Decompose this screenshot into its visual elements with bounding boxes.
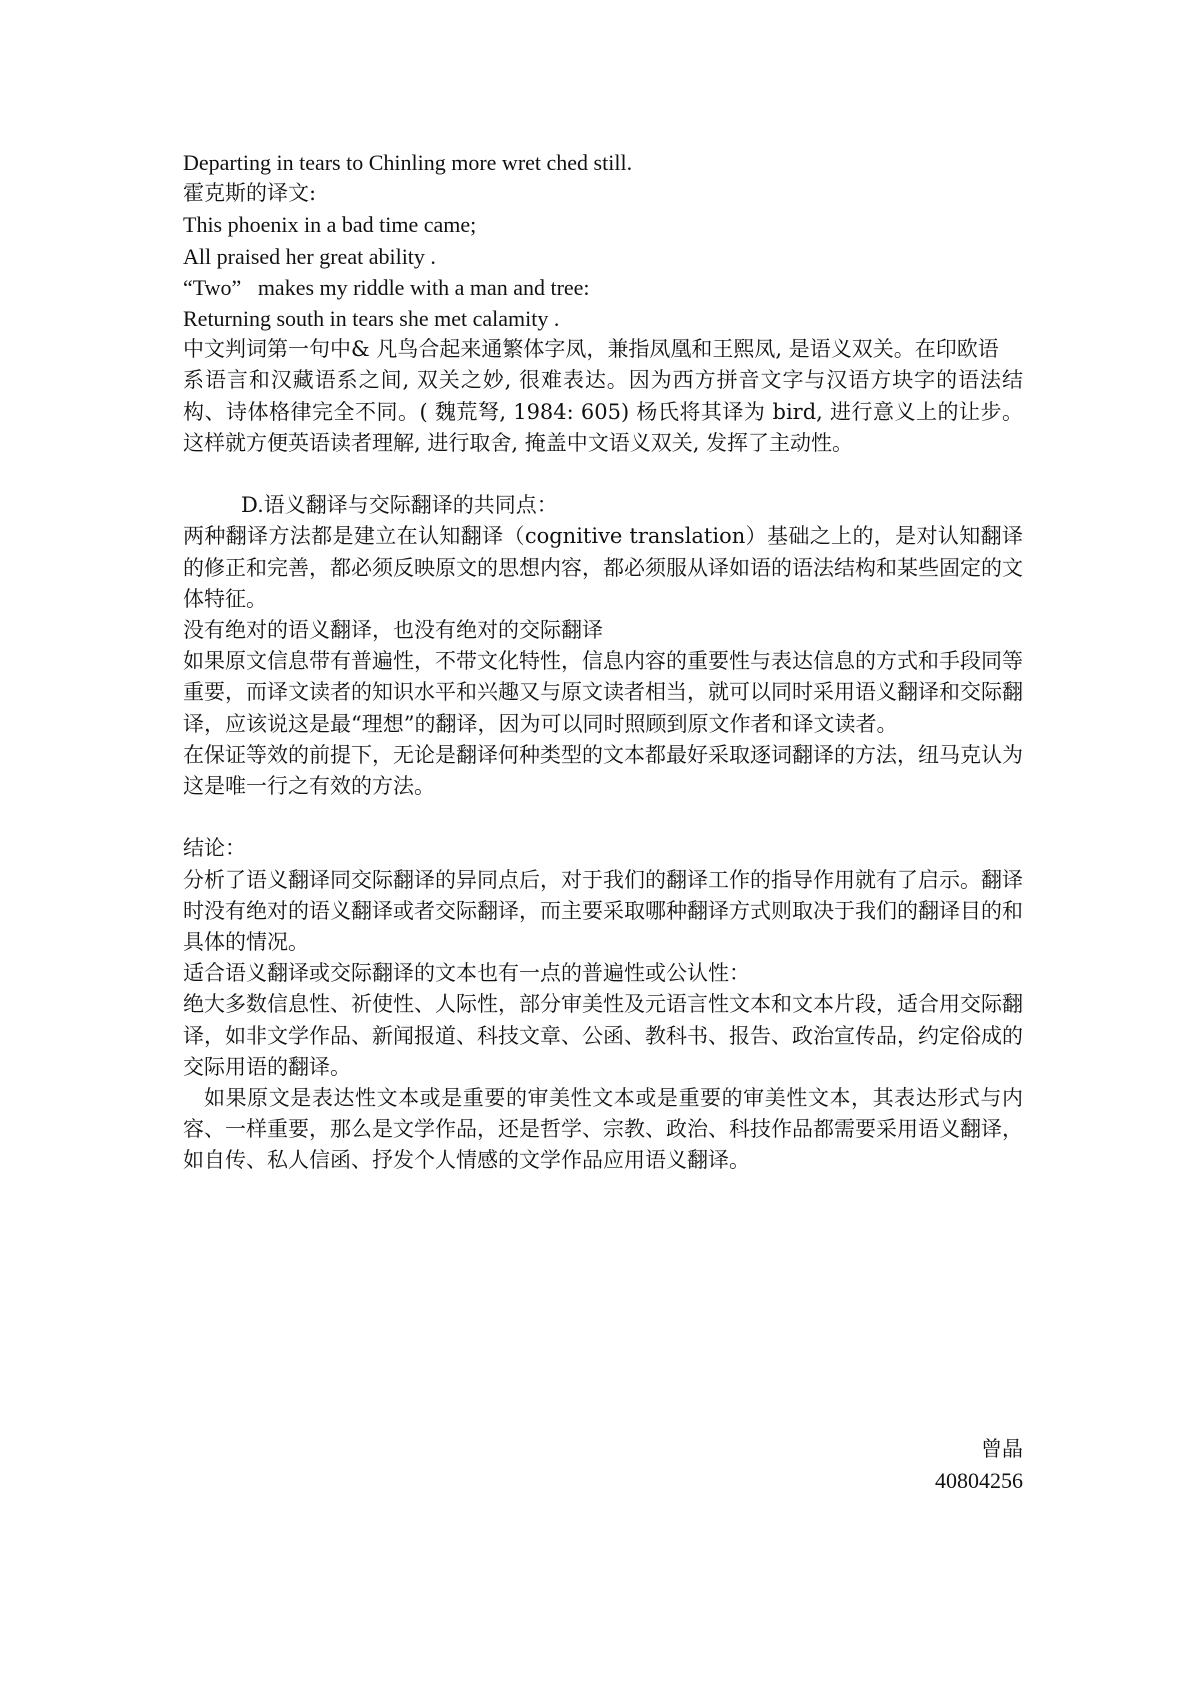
paragraph: 系语言和汉藏语系之间, 双关之妙, 很难表达。因为西方拼音文字与汉语方块字的语法结构、诗体格律完全不同。( 魏荒弩, 1984: 605) 杨氏将其译为 bird, 进行意义上的让步。这样就方便英语读者理解, 进行取舍, 掩盖中文语义双关, 发挥了主动性。 <box>183 368 1023 455</box>
paragraph: 分析了语义翻译同交际翻译的异同点后，对于我们的翻译工作的指导作用就有了启示。翻译时没有绝对的语义翻译或者交际翻译，而主要采取哪种翻译方式则取决于我们的翻译目的和具体的情况。 <box>183 867 1023 955</box>
author-name: 曾晶 <box>981 1437 1023 1461</box>
poem-line: Returning south in tears she met calamity . <box>183 306 560 332</box>
poem-line: “Two” makes my riddle with a man and tree: <box>183 274 590 300</box>
poem-line: This phoenix in a bad time came; <box>183 212 477 238</box>
student-id: 40804256 <box>935 1468 1023 1493</box>
paragraph: 如果原文信息带有普遍性，不带文化特性，信息内容的重要性与表达信息的方式和手段同等重要，而译文读者的知识水平和兴趣又与原文读者相当，就可以同时采用语义翻译和交际翻译，应该说这是最“理想”的翻译，因为可以同时照顾到原文作者和译文读者。 <box>183 649 1023 736</box>
blank-line <box>183 802 1023 833</box>
blank-line <box>183 459 1023 490</box>
poem-line: Departing in tears to Chinling more wret ched still. <box>183 150 633 175</box>
paragraph: 两种翻译方法都是建立在认知翻译（cognitive translation）基础之上的，是对认知翻译的修正和完善，都必须反映原文的思想内容，都必须服从译如语的语法结构和某些固定的文体特征。 <box>183 524 1023 611</box>
paragraph: 在保证等效的前提下，无论是翻译何种类型的文本都最好采取逐词翻译的方法，纽马克认为这是唯一行之有效的方法。 <box>183 742 1023 799</box>
paragraph: 如果原文是表达性文本或是重要的审美性文本或是重要的审美性文本，其表达形式与内容、一样重要，那么是文学作品，还是哲学、宗教、政治、科技作品都需要采用语义翻译，如自传、私人信函、抒发个人情感的文学作品应用语义翻译。 <box>183 1086 1023 1173</box>
document-body <box>183 147 1023 1177</box>
paragraph: 中文判词第一句中& 凡鸟合起来通繁体字凤，兼指凤凰和王熙凤, 是语义双关。在印欧语 <box>183 337 999 362</box>
paragraph: 绝大多数信息性、祈使性、人际性，部分审美性及元语言性文本和文本片段，适合用交际翻译，如非文学作品、新闻报道、科技文章、公函、教科书、报告、政治宣传品，约定俗成的交际用语的翻译。 <box>183 992 1023 1079</box>
section-heading: 结论： <box>183 836 246 861</box>
paragraph: 适合语义翻译或交际翻译的文本也有一点的普遍性或公认性： <box>183 961 750 986</box>
poem-line: All praised her great ability . <box>183 243 436 269</box>
paragraph: 没有绝对的语义翻译，也没有绝对的交际翻译 <box>183 618 603 643</box>
author-signature <box>935 1433 1023 1497</box>
translation-heading: 霍克斯的译文: <box>183 181 317 206</box>
section-heading: D.语义翻译与交际翻译的共同点： <box>241 493 558 518</box>
